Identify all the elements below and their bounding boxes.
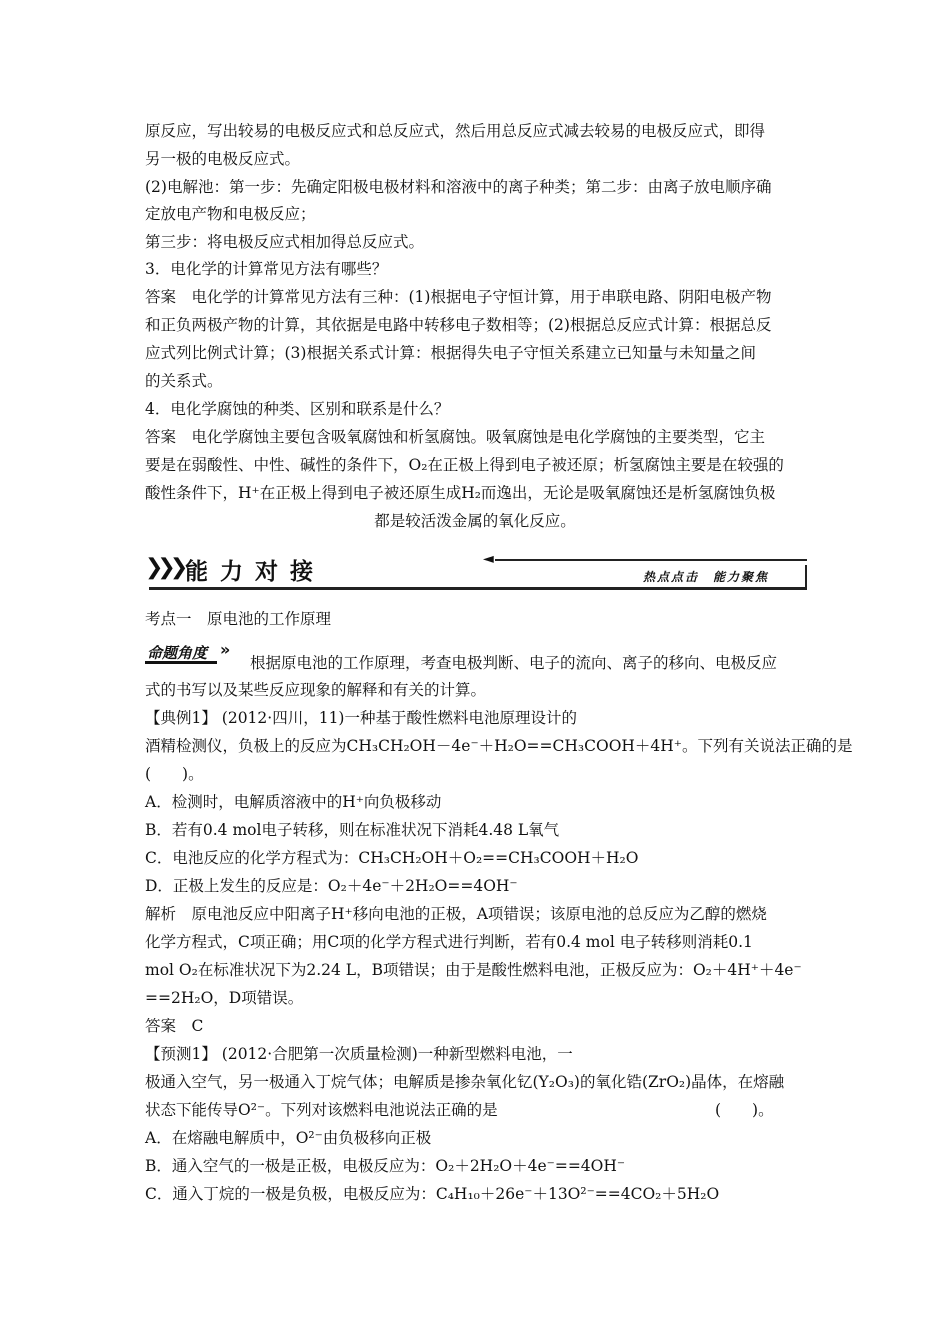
text-line: 第三步：将电极反应式相加得总反应式。 (145, 233, 425, 251)
text-line: 解析 原电池反应中阳离子H⁺移向电池的正极，A项错误；该原电池的总反应为乙醇的燃烧 (145, 905, 767, 923)
badge-label: 命题角度 (147, 644, 208, 662)
text-line: 根据原电池的工作原理，考查电极判断、电子的流向、离子的移向、电极反应 (250, 654, 778, 672)
text-line: 酒精检测仪，负极上的反应为CH₃CH₂OH－4e⁻＋H₂O==CH₃COOH＋4H⁺。下列有关说法正确的是 (145, 737, 853, 755)
text-line: 的关系式。 (145, 372, 223, 390)
text-line: 都是较活泼金属的氧化反应。 (374, 512, 576, 530)
topic-badge (145, 642, 237, 664)
arrow-left-icon: ◄ (483, 551, 494, 567)
text-line: 答案 电化学的计算常见方法有三种：(1)根据电子守恒计算，用于串联电路、阴阳电极产物 (145, 288, 772, 306)
answer-line: 答案 C (145, 1017, 204, 1035)
text-line: 化学方程式，C项正确；用C项的化学方程式进行判断，若有0.4 mol 电子转移则消耗0.1 (145, 933, 753, 951)
text-line: ==2H₂O，D项错误。 (145, 989, 304, 1007)
chevrons-icon: ❯❯❯ (145, 555, 183, 580)
text-line: ( )。 (145, 765, 204, 783)
section-banner (145, 551, 807, 591)
option-c: C．电池反应的化学方程式为：CH₃CH₂OH＋O₂==CH₃COOH＋H₂O (145, 849, 639, 867)
text-line: 酸性条件下，H⁺在正极上得到电子被还原生成H₂而逸出，无论是吸氧腐蚀还是析氢腐蚀负极 (145, 484, 776, 502)
option-b: B．通入空气的一极是正极，电极反应为：O₂＋2H₂O＋4e⁻==4OH⁻ (145, 1157, 626, 1175)
text-line: 式的书写以及某些反应现象的解释和有关的计算。 (145, 681, 487, 699)
question-4: 4．电化学腐蚀的种类、区别和联系是什么？ (145, 400, 450, 418)
section-heading: 考点一 原电池的工作原理 (145, 610, 332, 628)
option-c: C．通入丁烷的一极是负极，电极反应为：C₄H₁₀＋26e⁻＋13O²⁻==4CO₂＋5H₂O (145, 1185, 720, 1203)
text-line: 状态下能传导O²⁻。下列对该燃料电池说法正确的是 (145, 1101, 498, 1119)
option-b: B．若有0.4 mol电子转移，则在标准状况下消耗4.48 L氧气 (145, 821, 560, 839)
text-line: 要是在弱酸性、中性、碱性的条件下，O₂在正极上得到电子被还原；析氢腐蚀主要是在较强的 (145, 456, 784, 474)
text-line: mol O₂在标准状况下为2.24 L，B项错误；由于是酸性燃料电池，正极反应为：O₂＋4H⁺＋4e⁻ (145, 961, 802, 979)
text-line: 应式列比例式计算；(3)根据关系式计算：根据得失电子守恒关系建立已知量与未知量之间 (145, 344, 756, 362)
text-line: 答案 电化学腐蚀主要包含吸氧腐蚀和析氢腐蚀。吸氧腐蚀是电化学腐蚀的主要类型，它主 (145, 428, 766, 446)
text-line: (2)电解池：第一步：先确定阳极电极材料和溶液中的离子种类；第二步：由离子放电顺序确 (145, 178, 772, 196)
text-line: 原反应，写出较易的电极反应式和总反应式，然后用总反应式减去较易的电极反应式，即得 (145, 122, 766, 140)
banner-rule (495, 559, 807, 561)
banner-tag: 热点点击 能力聚焦 (642, 570, 769, 584)
predict-heading: 【预测1】 (2012·合肥第一次质量检测)一种新型燃料电池，一 (145, 1045, 573, 1063)
option-a: A．在熔融电解质中，O²⁻由负极移向正极 (145, 1129, 432, 1147)
option-d: D．正极上发生的反应是：O₂＋4e⁻＋2H₂O==4OH⁻ (145, 877, 518, 895)
double-chevron-icon: » (220, 640, 231, 659)
badge-underline (145, 661, 217, 664)
question-3: 3．电化学的计算常见方法有哪些？ (145, 260, 388, 278)
example-heading: 【典例1】 (2012·四川，11)一种基于酸性燃料电池原理设计的 (145, 709, 577, 727)
option-a: A．检测时，电解质溶液中的H⁺向负极移动 (145, 793, 442, 811)
answer-blank: ( )。 (715, 1101, 774, 1119)
banner-title: 能力对接 (185, 559, 325, 585)
text-line: 和正负两极产物的计算，其依据是电路中转移电子数相等；(2)根据总反应式计算：根据总反 (145, 316, 772, 334)
text-line: 极通入空气，另一极通入丁烷气体；电解质是掺杂氧化钇(Y₂O₃)的氧化锆(ZrO₂)晶体，在熔融 (145, 1073, 785, 1091)
text-line: 另一极的电极反应式。 (145, 150, 301, 168)
text-line: 定放电产物和电极反应； (145, 205, 316, 223)
